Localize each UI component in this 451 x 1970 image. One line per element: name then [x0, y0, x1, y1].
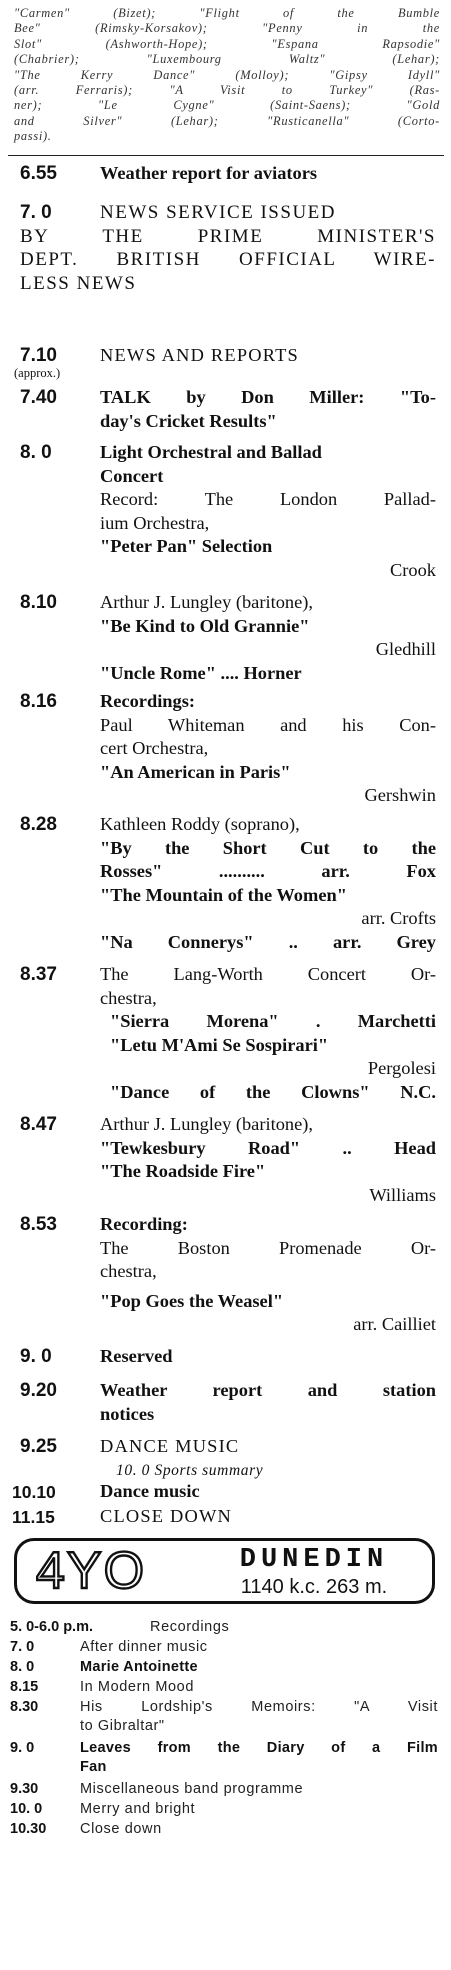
intro-line: ner); "Le Cygne" (Saint-Saens); "Gold: [14, 98, 440, 113]
programme-time: 8.53: [20, 1214, 57, 1235]
intro-line: (Chabrier); "Luxembourg Waltz" (Lehar);: [14, 52, 440, 67]
programme-line: Concert: [100, 465, 164, 486]
intro-line: Bee" (Rimsky-Korsakov); "Penny in the: [14, 21, 440, 36]
programme-time: 11.15: [12, 1507, 55, 1527]
divider: [8, 155, 444, 156]
schedule-time: 10.30: [10, 1821, 47, 1837]
schedule-line: Fan: [80, 1758, 107, 1775]
approx-label: (approx.): [14, 366, 61, 380]
programme-line: Record: The London Pallad-: [100, 489, 436, 510]
station-callsign: 4YO: [36, 1542, 147, 1600]
programme-line: Recording:: [100, 1214, 188, 1234]
programme-line: day's Cricket Results": [100, 410, 277, 431]
intro-line: passi).: [14, 129, 52, 144]
programme-time: 8.10: [20, 592, 57, 613]
programme-line: Gledhill: [375, 639, 436, 660]
schedule-line: After dinner music: [80, 1639, 208, 1655]
schedule-time: 9. 0: [10, 1740, 35, 1756]
programme-line: "Tewkesbury Road" .. Head: [100, 1137, 436, 1158]
programme-time: 9.20: [20, 1380, 57, 1401]
programme-line: Gershwin: [364, 785, 436, 806]
programme-line: arr. Crofts: [361, 908, 436, 929]
programme-line: DANCE MUSIC: [100, 1436, 240, 1456]
intro-line: Slot" (Ashworth-Hope); "Espana Rapsodie": [14, 36, 440, 51]
intro-line: (arr. Ferraris); "A Visit to Turkey" (Ras-: [14, 83, 440, 98]
programme-time: 8. 0: [20, 442, 52, 463]
programme-line: "An American in Paris": [100, 761, 291, 782]
schedule-line: Close down: [80, 1821, 162, 1837]
programme-time: 7. 0: [20, 202, 52, 223]
schedule-line: Merry and bright: [80, 1801, 196, 1817]
programme-line: Williams: [369, 1184, 436, 1205]
station-frequency: 1140 k.c. 263 m.: [240, 1576, 388, 1598]
schedule-line: Miscellaneous band programme: [80, 1781, 304, 1797]
programme-line: Dance music: [100, 1481, 200, 1501]
schedule-time: 5. 0-6.0 p.m.: [10, 1619, 94, 1635]
programme-line: CLOSE DOWN: [100, 1506, 233, 1526]
programme-time: 9. 0: [20, 1346, 52, 1367]
programme-time: 8.28: [20, 814, 57, 835]
programme-line: BY THE PRIME MINISTER'S: [20, 225, 436, 247]
programme-line: Crook: [390, 559, 436, 580]
programme-time: 7.40: [20, 387, 57, 408]
schedule-time: 9.30: [10, 1781, 39, 1797]
schedule-time: 8.15: [10, 1679, 39, 1695]
programme-line: TALK by Don Miller: "To-: [100, 387, 436, 407]
programme-line: "Na Connerys" .. arr. Grey: [100, 931, 436, 952]
programme-line: notices: [100, 1403, 155, 1424]
programme-time: 10.10: [12, 1482, 56, 1502]
programme-line: "Uncle Rome" .... Horner: [100, 662, 302, 683]
programme-line: chestra,: [100, 1261, 157, 1282]
programme-line: "Dance of the Clowns" N.C.: [110, 1081, 436, 1102]
programme-line: LESS NEWS: [20, 272, 137, 294]
programme-line: DEPT. BRITISH OFFICIAL WIRE-: [20, 249, 436, 271]
schedule-line: In Modern Mood: [80, 1679, 194, 1695]
programme-line: "Peter Pan" Selection: [100, 536, 273, 557]
programme-line: cert Orchestra,: [100, 738, 209, 759]
programme-line: NEWS AND REPORTS: [100, 345, 299, 365]
programme-line: "Sierra Morena" . Marchetti: [110, 1011, 436, 1032]
schedule-line: Marie Antoinette: [80, 1659, 198, 1675]
programme-line: The Boston Promenade Or-: [100, 1237, 436, 1258]
programme-time: 8.16: [20, 691, 57, 712]
programme-line: Paul Whiteman and his Con-: [100, 714, 436, 735]
schedule-time: 10. 0: [10, 1801, 43, 1817]
programme-line: "By the Short Cut to the: [100, 837, 436, 858]
schedule-line: Recordings: [150, 1619, 230, 1635]
schedule-line: to Gibraltar": [80, 1717, 165, 1734]
programme-line: chestra,: [100, 987, 157, 1008]
programme-line: Recordings:: [100, 691, 196, 711]
intro-line: "The Kerry Dance" (Molloy); "Gipsy Idyll": [14, 67, 440, 82]
programme-line: Weather report for aviators: [100, 163, 318, 183]
intro-paragraph: [14, 6, 440, 145]
programme-line: Rosses" .......... arr. Fox: [100, 861, 436, 882]
programme-line: The Lang-Worth Concert Or-: [100, 964, 436, 984]
intro-line: "Carmen" (Bizet); "Flight of the Bumble: [14, 6, 440, 20]
station-city: DUNEDIN: [239, 1545, 389, 1575]
programme-line: Arthur J. Lungley (baritone),: [100, 1114, 313, 1134]
programme-line: 10. 0 Sports summary: [116, 1461, 264, 1479]
schedule-time: 8.30: [10, 1699, 39, 1715]
programme-line: NEWS SERVICE ISSUED: [100, 202, 336, 223]
programme-line: Arthur J. Lungley (baritone),: [100, 592, 313, 612]
programme-line: Weather report and station: [100, 1380, 436, 1400]
programme-time: 8.47: [20, 1114, 57, 1135]
programme-line: Kathleen Roddy (soprano),: [100, 814, 300, 834]
programme-line: Light Orchestral and Ballad: [100, 442, 322, 462]
programme-line: "Letu M'Ami Se Sospirari": [110, 1034, 329, 1055]
programme-line: Pergolesi: [367, 1058, 436, 1079]
programme-line: ium Orchestra,: [100, 512, 210, 533]
programme-line: arr. Cailliet: [353, 1314, 436, 1335]
programme-time: 6.55: [20, 163, 57, 184]
programme-line: "Pop Goes the Weasel": [100, 1290, 284, 1311]
programme-time: 8.37: [20, 964, 57, 985]
programme-time: 9.25: [20, 1436, 57, 1457]
schedule-time: 7. 0: [10, 1639, 35, 1655]
schedule-time: 8. 0: [10, 1659, 35, 1675]
programme-time: 7.10: [20, 345, 57, 366]
schedule-line: His Lordship's Memoirs: "A Visit: [80, 1699, 438, 1715]
schedule-line: Leaves from the Diary of a Film: [80, 1740, 438, 1756]
programme-line: "The Mountain of the Women": [100, 884, 347, 905]
programme-line: "The Roadside Fire": [100, 1161, 266, 1182]
programme-line: "Be Kind to Old Grannie": [100, 615, 310, 636]
programme-line: Reserved: [100, 1346, 173, 1366]
intro-line: and Silver" (Lehar); "Rusticanella" (Corto-: [14, 113, 440, 128]
